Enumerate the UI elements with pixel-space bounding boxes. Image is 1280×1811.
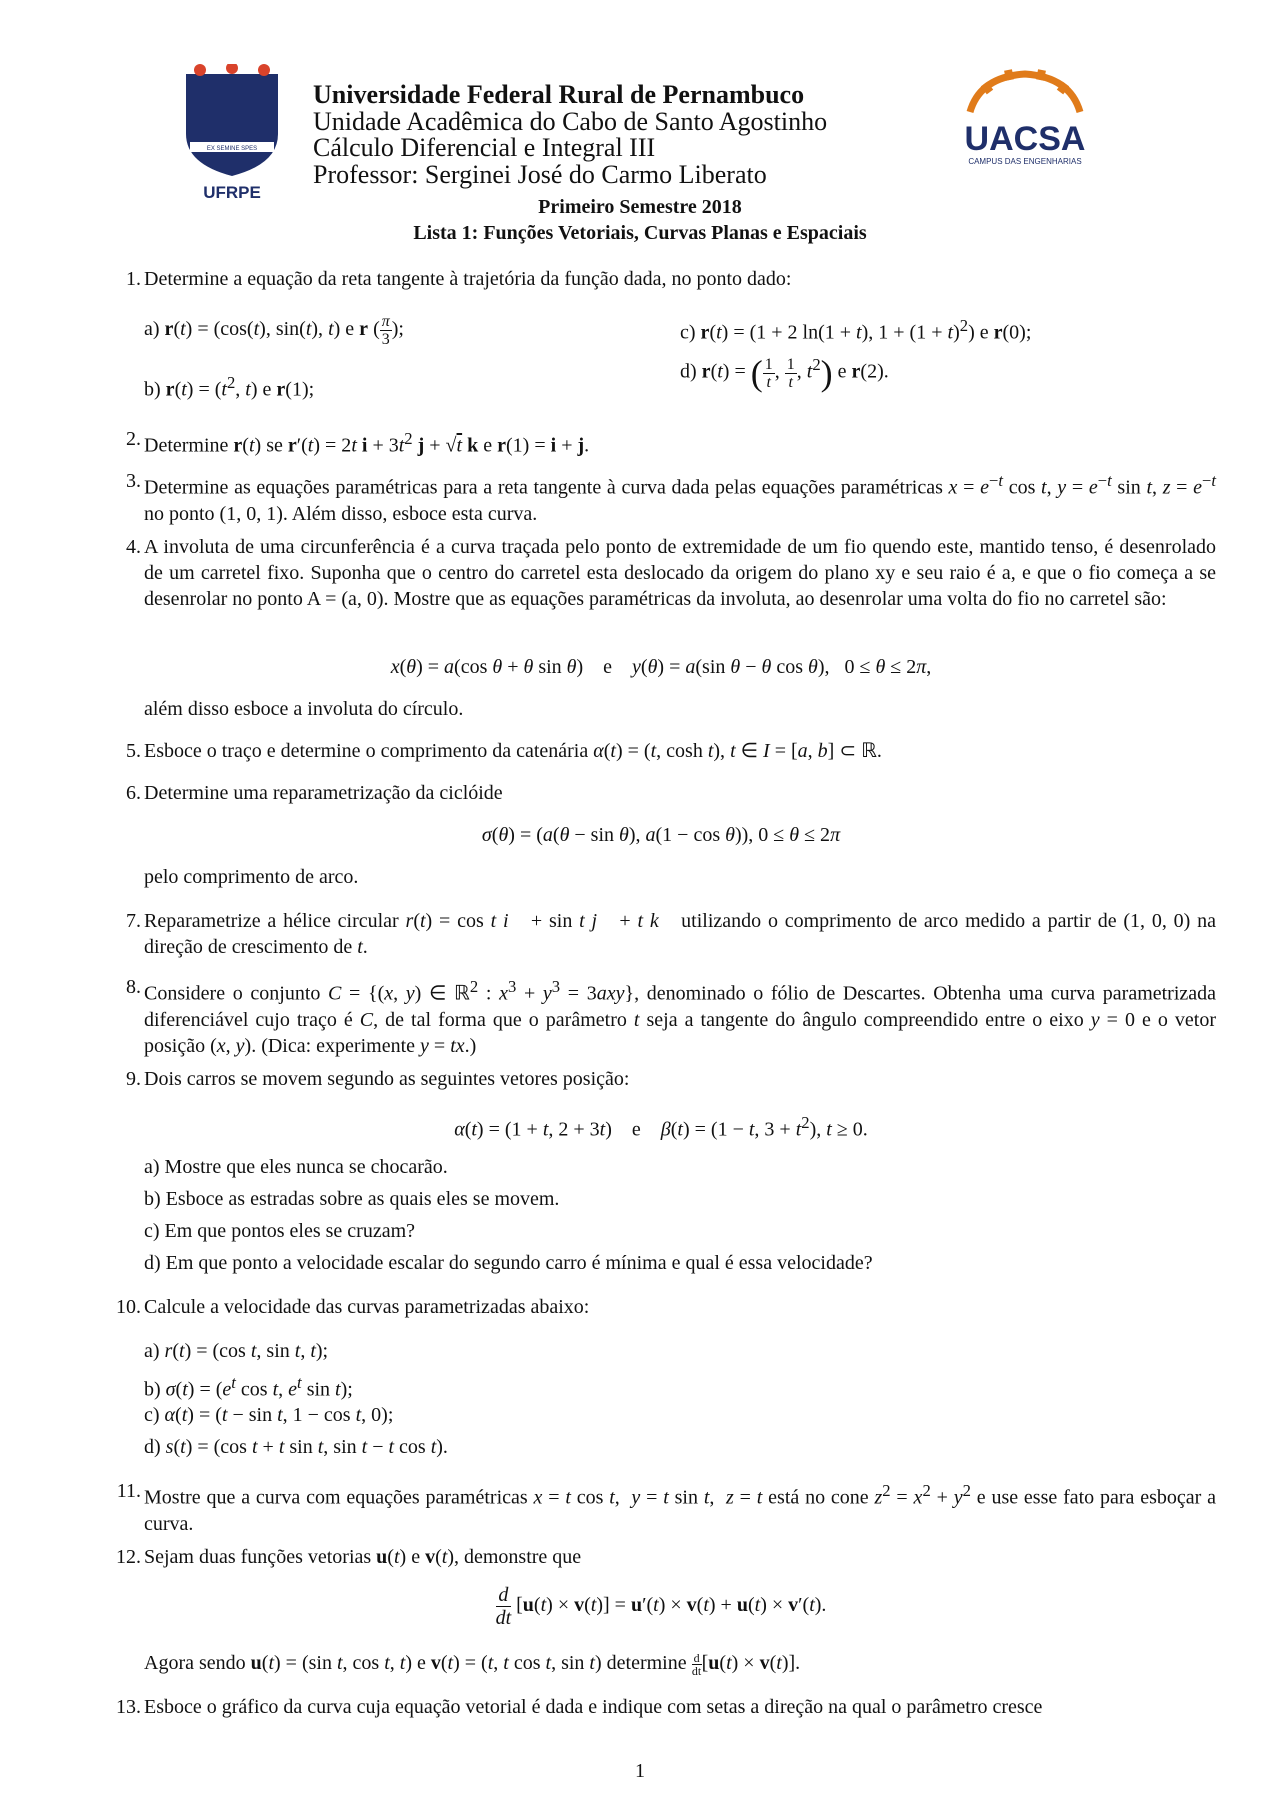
question-9a: a) Mostre que eles nunca se chocarão. [144,1156,448,1178]
question-12-equation: $\frac{d}{dt}$ [u(t) × v(t)] = u′(t) × v(t) + u(t) × v′(t). [495,1584,827,1629]
header-block [313,82,827,188]
question-9c: c) Em que pontos eles se cruzam? [144,1220,416,1242]
document-page: EX SEMINE SPES UFRPE Universidade Federal Rural de Pernambuco Unidade Acadêmica do Cabo de Santo Agostinho Cálculo Diferencial e Integral III Professor: Serginei José do Carmo Liberato UACSA CAMPUS DAS ENGENHARIAS Primeiro Semestre 2018 Lista 1: Funções Vetoriais, Curvas Planas e Espaciais 1. Determine a equação da reta tangente à trajetória da função dada, no ponto dado: a) r(t) = (cos(t), sin(t), t) e r ( $\frac{\pi}{3}$ ); c) r(t) = (1 + 2 ln(1 + t), $1 + (1 + t)^2$) e r(0); b) $r(t) = (t^2$, t) e r(1); d) r(t) = ( $\frac{1}{t}$ , $\frac{1}{t}$ , $t^2$) e r(2). 2. Determine r(t) se r′(t) = 2t $i + 3t^2$ j + √t k e r(1) = i + j. 3. Determine as equações paramétricas para a reta tangente à curva dada pelas equações paramétricas $x = e^{-t}$ cos t, $y = e^{-t}$ sin t, $z = e^{-t}$ no ponto (1, 0, 1). Além disso, esboce esta curva. 4. A involuta de uma circunferência é a curva traçada pelo ponto de extremidade de um fio quendo este, mantido tenso, é desenrolado de um carretel fixo. Suponha que o centro do carretel esta deslocado da origem do plano xy e seu raio é a, e que o fio começa a se desenrolar no ponto A = (a, 0). Mostre que as equações paramétricas da involuta, ao desenrolar uma volta do fio no carretel são: x(θ) = a(cos θ + θ sin θ) e y(θ) = a(sin θ − θ cos θ), 0 ≤ θ ≤ 2π, além disso esboce a involuta do círculo. 5. Esboce o traço e determine o comprimento da catenária α(t) = (t, cosh t), t ∈ I = [a, b] ⊂ ℝ. 6. Determine uma reparametrização da ciclóide σ(θ) = (a(θ − sin θ), a(1 − cos θ)), 0 ≤ θ ≤ 2π pelo comprimento de arco. 7. Reparametrize a hélice circular r(t) = cos t i⃗ + sin t j⃗ + t k⃗ utilizando o comprimento de arco medido a partir de (1, 0, 0) na direção de crescimento de t. 8. Considere o conjunto C = {(x, y) ∈ ℝ$^2$ : $x^3 + y^3 = 3axy$}, denominado o fólio de Descartes. Obtenha uma curva parametrizada diferenciável cujo traço é C, de tal forma que o parâmetro t seja a tangente do ângulo compreendido entre o eixo y = 0 e o vetor posição (x, y). (Dica: experimente y = tx.) 9. Dois carros se movem segundo as seguintes vetores posição: α(t) = (1 + t, 2 + 3t) e β(t) = (1 − t, $3 + t^2$), t ≥ 0. a) Mostre que eles nunca se chocarão. b) Esboce as estradas sobre as quais eles se movem. c) Em que pontos eles se cruzam? d) Em que ponto a velocidade escalar do segundo carro é mínima e qual é essa velocidade? 10. Calcule a velocidade das curvas parametrizadas abaixo: a) r(t) = (cos t, sin t, t); b) $\sigma(t) = (e^t$ cos t, $e^t$ sin t); c) α(t) = (t − sin t, 1 − cos t, 0); d) s(t) = (cos t + t sin t, sin t − t cos t). 11. Mostre que a curva com equações paramétricas x = t cos t, y = t sin t, z = t está no cone $z^2 = x^2 + y^2$ e use esse fato para esboçar a curva. 12. Sejam duas funções vetorias u(t) e v(t), demonstre que $\frac{d}{dt}$ [u(t) × v(t)] = u′(t) × v(t) + u(t) × v′(t). Agora sendo u(t) = (sin t, cos t, t) e v(t) = (t, t cos t, sin t) determine $\frac{d}{dt}$ [u(t) × v(t)]. 13. Esboce o gráfico da curva cuja equação vetorial é dada e indique com setas a direção na qual o parâmetro cresce 1 [0,0,1280,1811]
svg-text:EX SEMINE SPES: EX SEMINE SPES [206,146,258,152]
question-9-equation: α(t) = (1 + t, 2 + 3t) e β(t) = (1 − t, $3 + t^2$), t ≥ 0. [454,1113,868,1141]
svg-text:CAMPUS DAS ENGENHARIAS: CAMPUS DAS ENGENHARIAS [968,157,1082,166]
question-4-after: além disso esboce a involuta do círculo. [144,698,464,720]
question-12-after: Agora sendo u(t) = (sin t, cos t, t) e v(t) = (t, t cos t, sin t) determine $\frac{d}{dt}$ [u(t) × v(t)]. [144,1650,801,1678]
question-6-after: pelo comprimento de arco. [144,866,359,888]
list-title: Lista 1: Funções Vetoriais, Curvas Planas e Espaciais [413,222,867,244]
question-10c: c) α(t) = (t − sin t, 1 − cos t, 0); [144,1404,394,1426]
uacsa-logo [950,62,1100,182]
unit-name: Unidade Acadêmica do Cabo de Santo Agostinho [313,106,828,136]
university-name: Universidade Federal Rural de Pernambuco [313,80,805,109]
question-10a: a) r(t) = (cos t, sin t, t); [144,1340,329,1362]
question-1a: a) r(t) = (cos(t), sin(t), t) e r ( $\frac{\pi}{3}$ ); [144,313,404,348]
question-1c: c) r(t) = (1 + 2 ln(1 + t), $1 + (1 + t)^2$) e r(0); [680,316,1032,344]
semester-title: Primeiro Semestre 2018 [538,196,742,218]
question-4-equation: x(θ) = a(cos θ + θ sin θ) e y(θ) = a(sin θ − θ cos θ), 0 ≤ θ ≤ 2π, [390,656,932,678]
course-name: Cálculo Diferencial e Integral III [313,133,656,162]
question-9b: b) Esboce as estradas sobre as quais eles se movem. [144,1188,560,1210]
question-1d: d) r(t) = ( $\frac{1}{t}$ , $\frac{1}{t}$ , $t^2$) e r(2). [680,353,889,394]
svg-text:UACSA: UACSA [964,120,1086,158]
question-10b: b) $\sigma(t) = (e^t$ cos t, $e^t$ sin t); [144,1373,353,1401]
question-1b: b) $r(t) = (t^2$, t) e r(1); [144,373,315,401]
question-10d: d) s(t) = (cos t + t sin t, sin t − t cos t). [144,1436,448,1458]
page-number: 1 [635,1760,645,1782]
question-9d: d) Em que ponto a velocidade escalar do segundo carro é mínima e qual é essa velocidade? [144,1252,873,1274]
question-6-equation: σ(θ) = (a(θ − sin θ), a(1 − cos θ)), 0 ≤ θ ≤ 2π [481,824,841,846]
ufrpe-logo [180,64,284,204]
professor-name: Professor: Serginei José do Carmo Liberato [313,159,767,189]
svg-text:UFRPE: UFRPE [203,183,261,202]
